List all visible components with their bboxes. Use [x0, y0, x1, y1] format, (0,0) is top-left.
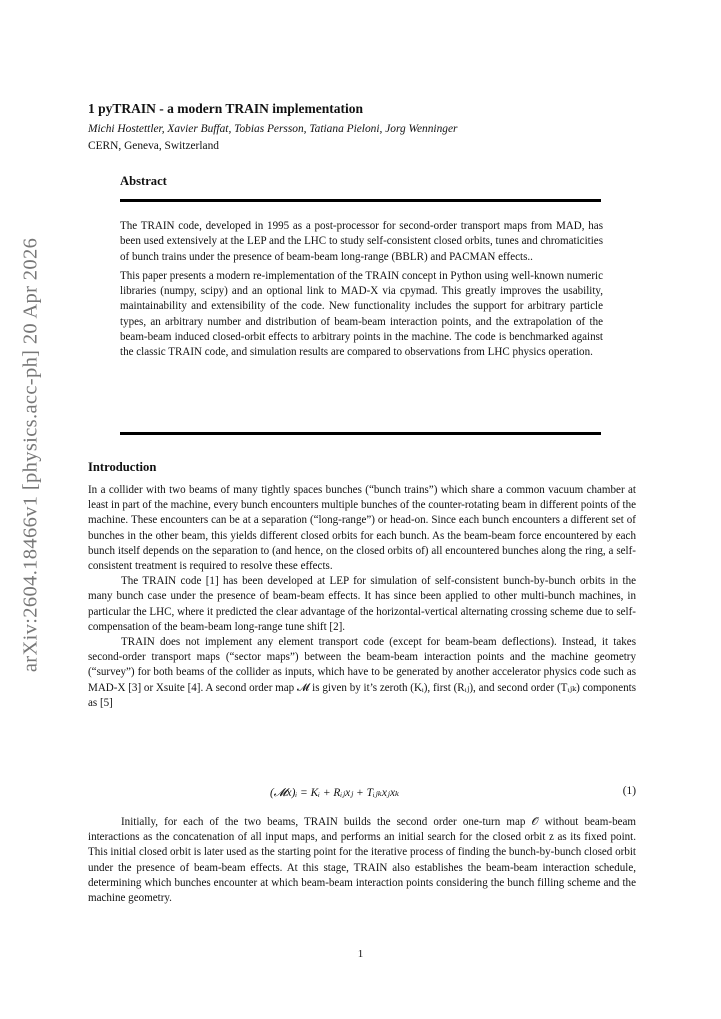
abstract-paragraph-1: The TRAIN code, developed in 1995 as a post-processor for second-order transport maps from MAD, has been used extensively at the LEP and the LHC to study self-consistent closed orbits, tunes and chromaticities of bunch trains under the presence of beam-beam long-range (BBLR) and PACMAN effects..	[120, 220, 603, 263]
equation-body: (𝓜x)ᵢ = Kᵢ + Rᵢⱼxⱼ + Tᵢⱼₖxⱼxₖ	[270, 787, 400, 799]
paper-title: 1 pyTRAIN - a modern TRAIN implementation	[88, 101, 364, 116]
equation-1	[88, 785, 636, 803]
affiliation: CERN, Geneva, Switzerland	[88, 140, 219, 152]
introduction-body	[88, 483, 636, 711]
intro-paragraph-3: TRAIN does not implement any element transport code (except for beam-beam deflections). Instead, it takes second-order transport maps (“sector maps”) between the beam-beam interaction points and the machine geometry (“survey”) for both beams of the collider as inputs, which have to be generated by another accelerator physics code such as MAD-X [3] or Xsuite [4]. A second order map 𝓜 is given by it’s zeroth (Kᵢ), first (Rᵢⱼ), and second order (Tᵢⱼₖ) components as [5]	[88, 636, 636, 709]
arxiv-identifier: arXiv:2604.18466v1 [physics.acc-ph] 20 Apr 2026	[19, 237, 42, 673]
introduction-heading: Introduction	[88, 460, 157, 474]
abstract-heading: Abstract	[120, 174, 167, 188]
intro-paragraph-4: Initially, for each of the two beams, TRAIN builds the second order one-turn map 𝒪 without beam-beam interactions as the concatenation of all input maps, and performs an initial search for the closed orbit z as its fixed point. This initial closed orbit is later used as the starting point for the iterative process of finding the bunch-by-bunch closed orbit under the presence of beam-beam effects. At this stage, TRAIN also establishes the beam-beam interaction schedule, determining which bunches encounter at which beam-beam interaction points considering the bunch filling scheme and the machine geometry.	[88, 816, 636, 905]
introduction-body-continued	[88, 815, 636, 906]
abstract-bottom-rule	[120, 432, 601, 435]
author-list: Michi Hostettler, Xavier Buffat, Tobias Persson, Tatiana Pieloni, Jorg Wenninger	[88, 123, 458, 135]
arxiv-sidebar	[14, 237, 48, 673]
page-number: 1	[357, 948, 364, 960]
intro-paragraph-2: The TRAIN code [1] has been developed at LEP for simulation of self-consistent bunch-by-bunch orbits in the many bunch case under the presence of beam-beam effects. It has since been applied to other multi-bunch machines, in particular the LHC, where it predicted the clear advantage of the horizontal-vertical alternating crossing scheme due to self-compensation of the beam-beam long-range tune shift [2].	[88, 575, 636, 633]
intro-paragraph-1: In a collider with two beams of many tightly spaces bunches (“bunch trains”) which share a common vacuum chamber at least in part of the machine, every bunch encounters multiple bunches of the counter-rotating beam in different points of the machine. These encounters can be at a separation (“long-range”) or head-on. Since each bunch encounters a different set of bunches in the other beam, this yields different closed orbits for each bunch. As the beam-beam force encountered by each bunch itself depends on the separation to (and hence, on the closed orbits of) all encountered bunches along the ring, a self-consistent treatment is required to resolve these effects.	[88, 484, 636, 573]
abstract-paragraph-2: This paper presents a modern re-implementation of the TRAIN concept in Python using well-known numeric libraries (numpy, scipy) and an optional link to MAD-X via cpymad. This greatly improves the usability, maintainability and extensibility of the code. New functionality includes the support for arbitrary particle types, an arbitrary number and distribution of beam-beam interaction points, and the extrapolation of the beam-beam induced closed-orbit effects to arbitrary points in the machine. The code is benchmarked against the classic TRAIN code, and simulation results are compared to observations from LHC physics operation.	[120, 269, 603, 359]
equation-number: (1)	[622, 785, 636, 797]
abstract-top-rule	[120, 199, 601, 202]
abstract-body	[120, 219, 603, 365]
